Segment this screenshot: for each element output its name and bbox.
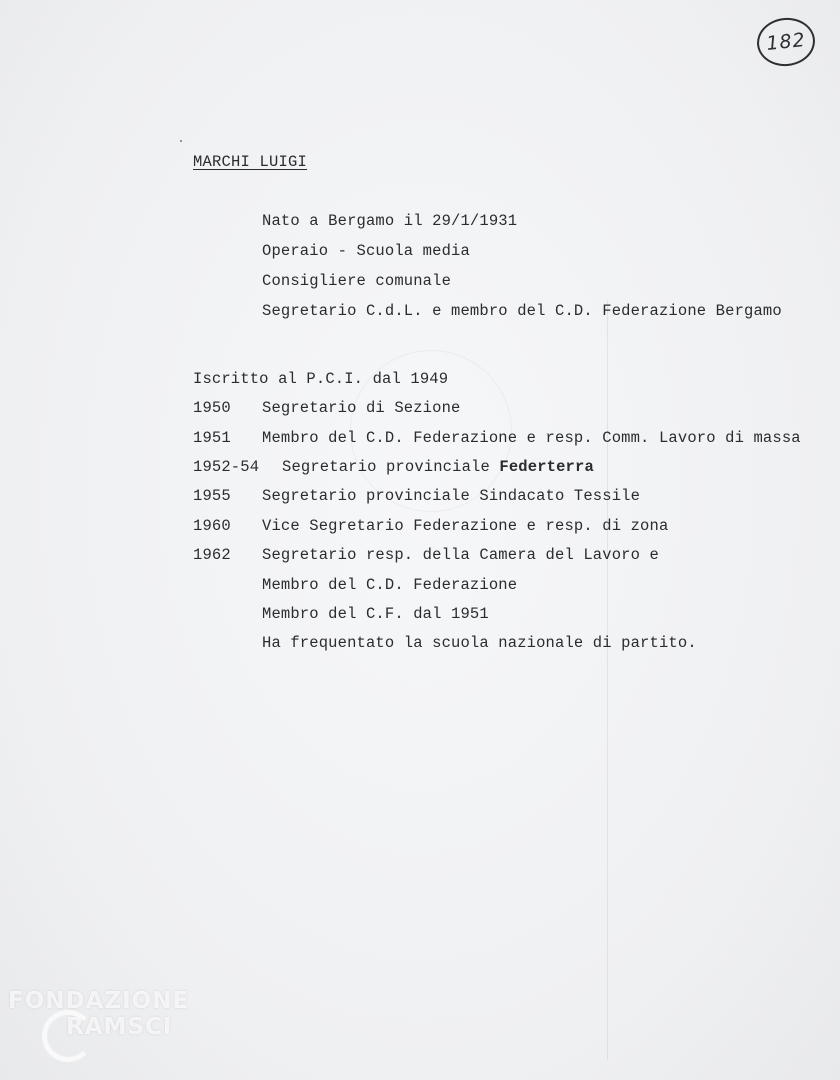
watermark-line-1: FONDAZIONE (8, 988, 190, 1014)
career-text-plain: Segretario provinciale (282, 458, 490, 476)
career-year: 1960 (193, 517, 231, 535)
bio-line: Segretario C.d.L. e membro del C.D. Federazione Bergamo (262, 302, 782, 320)
bio-line: Consigliere comunale (262, 272, 452, 290)
career-text: Vice Segretario Federazione e resp. di zona (262, 517, 669, 535)
ink-dot (180, 140, 182, 142)
career-text: Membro del C.D. Federazione e resp. Comm. Lavoro di massa (262, 429, 801, 447)
career-text (282, 457, 594, 477)
gramsci-g-logo (42, 1010, 94, 1062)
bio-line: Nato a Bergamo il 29/1/1931 (262, 212, 518, 230)
continuation-line: Membro del C.D. Federazione (262, 576, 518, 594)
career-text: Segretario resp. della Camera del Lavoro e (262, 546, 659, 564)
membership-line: Iscritto al P.C.I. dal 1949 (193, 370, 449, 388)
continuation-line: Ha frequentato la scuola nazionale di partito. (262, 634, 697, 652)
person-name-heading: MARCHI LUIGI (193, 153, 308, 171)
career-text: Segretario di Sezione (262, 399, 461, 417)
watermark-line-2: RAMSCI (66, 1014, 173, 1040)
career-year: 1952-54 (193, 458, 260, 476)
career-year: 1951 (193, 429, 231, 447)
career-year: 1962 (193, 546, 231, 564)
bio-line: Operaio - Scuola media (262, 242, 470, 260)
career-year: 1950 (193, 399, 231, 417)
career-text: Segretario provinciale Sindacato Tessile (262, 487, 641, 505)
fold-line (607, 300, 608, 1060)
fondazione-gramsci-watermark (8, 988, 189, 1040)
career-year: 1955 (193, 487, 231, 505)
page-number-stamp: 182 (755, 15, 818, 69)
career-text-bold: Federterra (499, 458, 594, 476)
continuation-line: Membro del C.F. dal 1951 (262, 605, 489, 623)
